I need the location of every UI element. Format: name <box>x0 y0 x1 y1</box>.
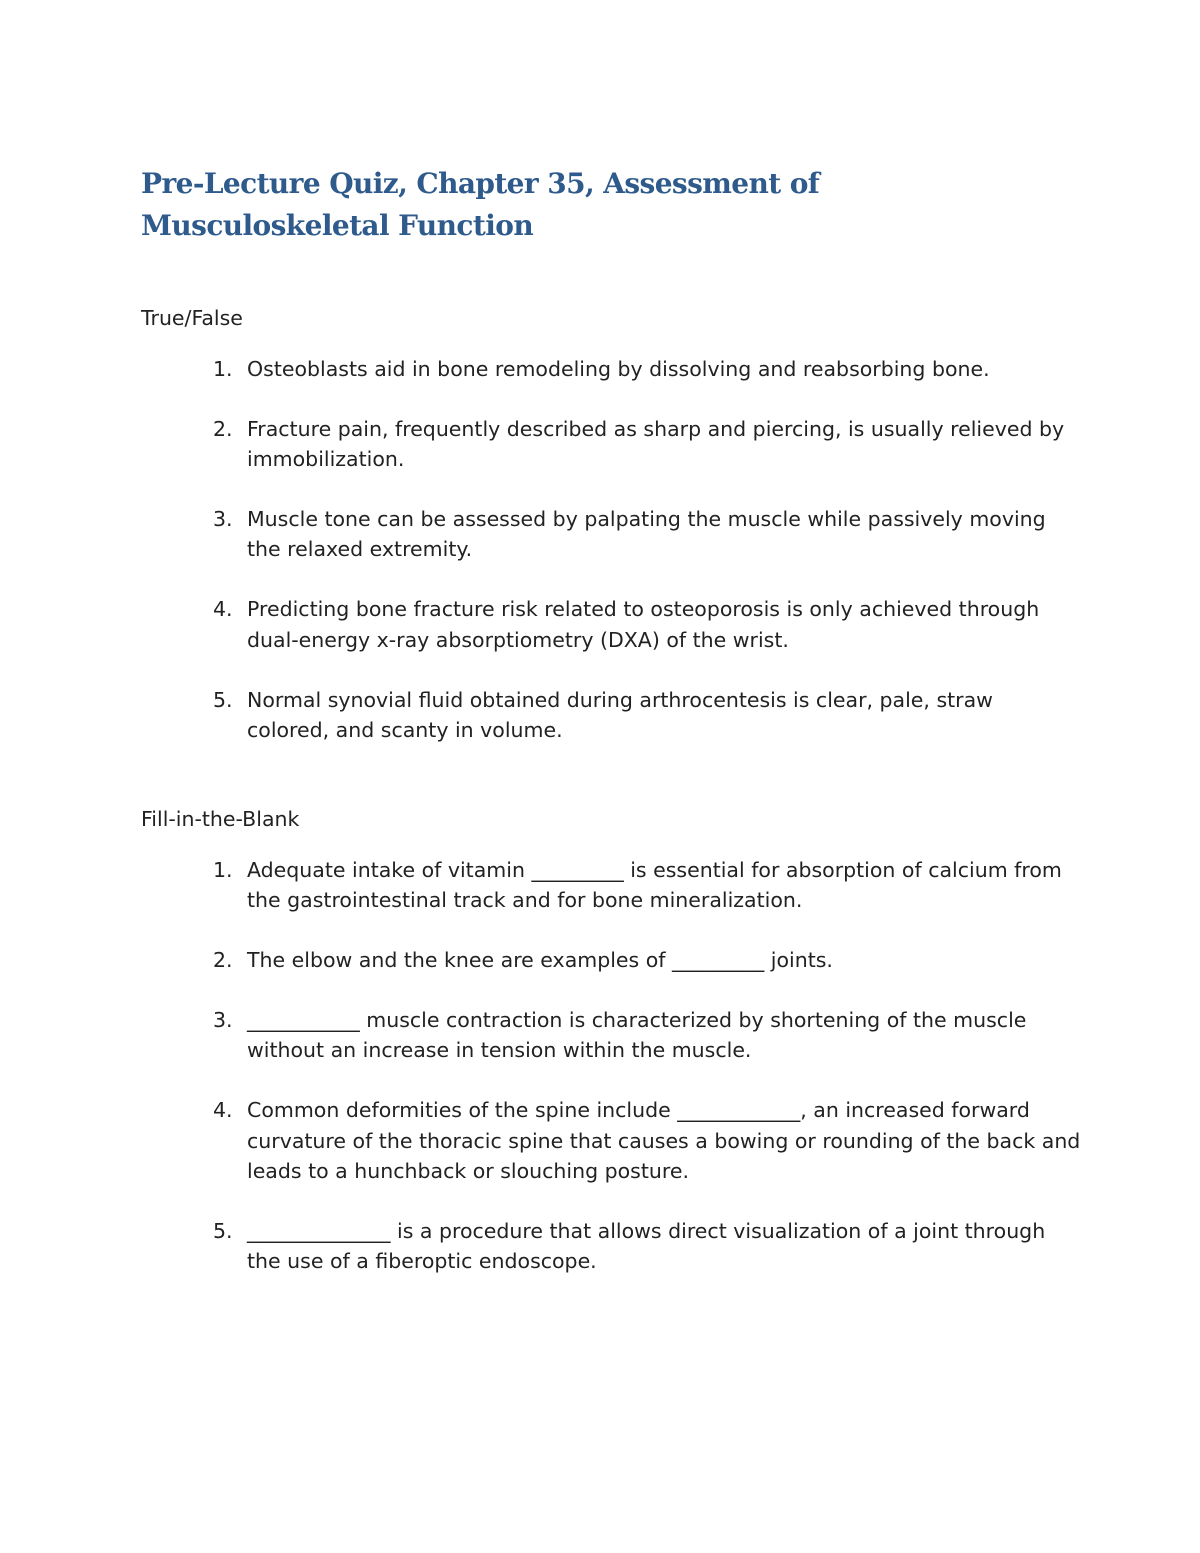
question-item <box>141 1005 1081 1065</box>
question-text: ______________ is a procedure that allows direct visualization of a joint through the use of a fiberoptic endoscope. <box>247 1218 1046 1274</box>
question-item <box>141 414 1081 474</box>
question-number: 2. <box>213 417 233 441</box>
question-text: Adequate intake of vitamin _________ is essential for absorption of calcium from the gastrointestinal track and for bone mineralization. <box>247 858 1062 913</box>
question-text: Muscle tone can be assessed by palpating the muscle while passively moving the relaxed extremity. <box>247 507 1046 562</box>
question-number: 1. <box>213 357 233 381</box>
question-text: The elbow and the knee are examples of _________ joints. <box>247 948 833 973</box>
question-number: 1. <box>213 858 233 882</box>
question-text: Common deformities of the spine include ____________, an increased forward curvature of the thoracic spine that causes a bowing or rounding of the back and leads to a hunchback or slouching posture. <box>247 1098 1081 1183</box>
question-item <box>141 1216 1081 1276</box>
question-text: Predicting bone fracture risk related to osteoporosis is only achieved through dual-energy x-ray absorptiometry (DXA) of the wrist. <box>247 597 1040 652</box>
section-true-false <box>141 303 1081 745</box>
question-item <box>141 504 1081 564</box>
section-heading: True/False <box>141 306 243 330</box>
question-text: Normal synovial fluid obtained during arthrocentesis is clear, pale, straw colored, and scanty in volume. <box>247 687 993 742</box>
section-heading: Fill-in-the-Blank <box>141 807 300 831</box>
question-item <box>141 685 1081 745</box>
question-number: 3. <box>213 507 233 532</box>
question-number: 5. <box>213 1218 233 1243</box>
question-item <box>141 855 1081 915</box>
question-list <box>141 855 1081 1276</box>
question-number: 4. <box>213 1098 233 1123</box>
question-item <box>141 945 1081 975</box>
question-text: Fracture pain, frequently described as sharp and piercing, is usually relieved by immobilization. <box>247 417 1065 472</box>
question-item <box>141 354 1081 384</box>
question-text: Osteoblasts aid in bone remodeling by dissolving and reabsorbing bone. <box>247 357 990 381</box>
question-number: 5. <box>213 687 233 712</box>
question-number: 4. <box>213 597 233 622</box>
question-text: ___________ muscle contraction is characterized by shortening of the muscle without an increase in tension within the muscle. <box>247 1008 1027 1063</box>
question-number: 2. <box>213 948 233 973</box>
question-number: 3. <box>213 1008 233 1033</box>
question-item <box>141 594 1081 654</box>
question-list <box>141 354 1081 745</box>
page-title: Pre-Lecture Quiz, Chapter 35, Assessment of Musculoskeletal Function <box>141 167 820 242</box>
question-item <box>141 1095 1081 1186</box>
section-fill-in-the-blank <box>141 804 1081 1276</box>
